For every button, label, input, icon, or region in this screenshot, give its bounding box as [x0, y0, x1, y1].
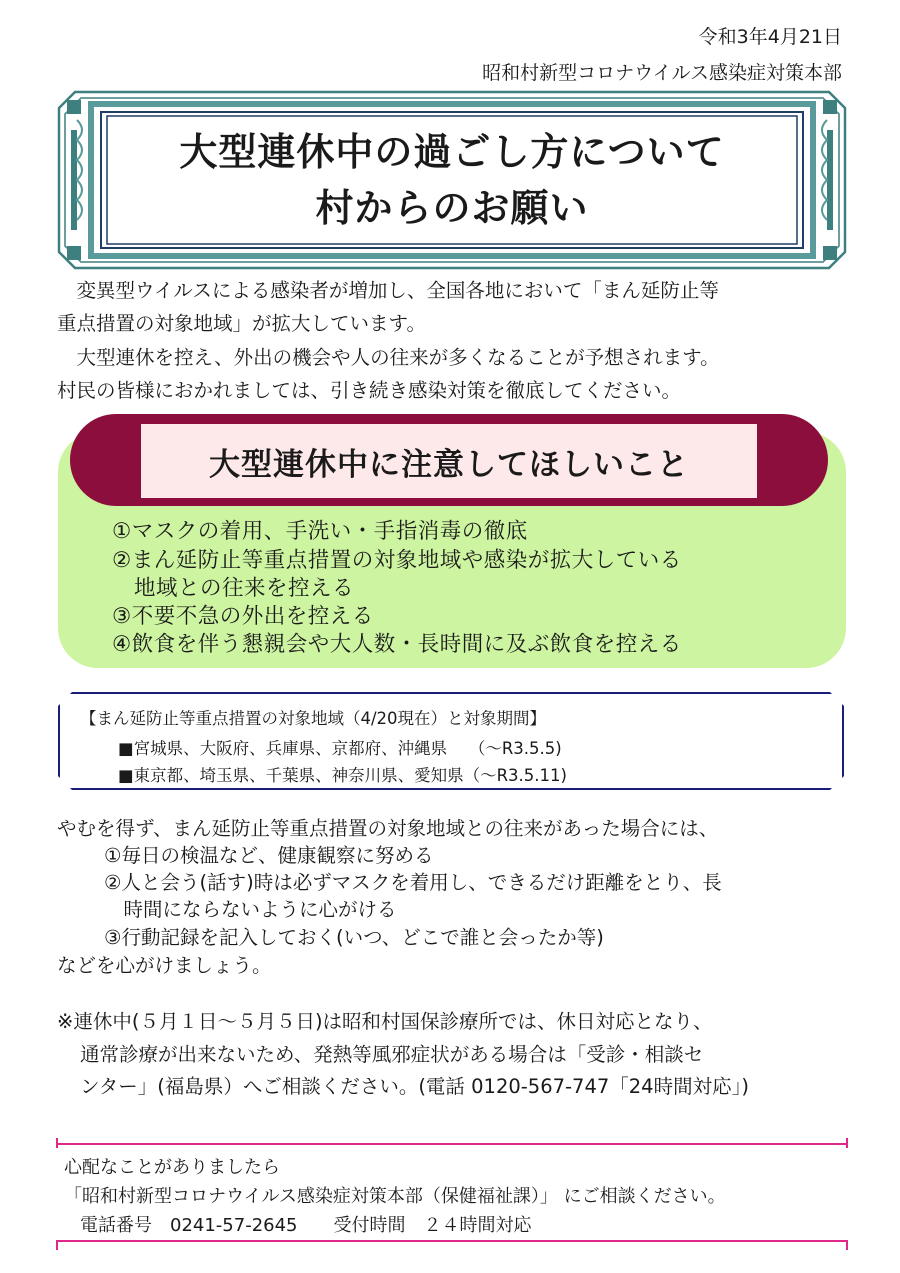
- after-travel-item: ②人と会う(話す)時は必ずマスクを着用し、できるだけ距離をとり、長: [104, 871, 722, 894]
- footer-tick: [56, 1240, 58, 1250]
- title-frame: [57, 90, 847, 270]
- intro-p2-line1: 大型連休を控え、外出の機会や人の往来が多くなることが予想されます。: [57, 346, 720, 369]
- footer-tick: [846, 1138, 848, 1148]
- holiday-note-line2: 通常診療が出来ないため、発熱等風邪症状がある場合は「受診・相談セ: [80, 1043, 704, 1066]
- title-block: [117, 116, 787, 244]
- document-date: 令和3年4月21日: [698, 26, 842, 48]
- notice-heading-box: [141, 424, 757, 498]
- footer-top-rule: [56, 1143, 848, 1145]
- issuer-name: 昭和村新型コロナウイルス感染症対策本部: [482, 62, 842, 84]
- target-areas-heading: 【まん延防止等重点措置の対象地域（4/20現在）と対象期間】: [80, 709, 547, 728]
- footer-tick: [56, 1138, 58, 1148]
- after-travel-item: ③行動記録を記入しておく(いつ、どこで誰と会ったか等): [104, 926, 604, 949]
- target-area-row: ■東京都、埼玉県、千葉県、神奈川県、愛知県（～R3.5.11): [118, 766, 567, 785]
- contact-line1: 心配なことがありましたら: [64, 1157, 280, 1178]
- contact-line3: 電話番号 0241-57-2645 受付時間 ２４時間対応: [80, 1215, 532, 1236]
- notice-item: ④飲食を伴う懇親会や大人数・長時間に及ぶ飲食を控える: [112, 632, 682, 657]
- target-area-row: ■宮城県、大阪府、兵庫県、京都府、沖縄県 （～R3.5.5): [118, 739, 562, 758]
- notice-item: ①マスクの着用、手洗い・手指消毒の徹底: [112, 519, 528, 544]
- contact-line2: 「昭和村新型コロナウイルス感染症対策本部（保健福祉課）」 にご相談ください。: [64, 1186, 726, 1207]
- footer-tick: [846, 1240, 848, 1250]
- after-travel-closing: などを心がけましょう。: [57, 954, 272, 977]
- holiday-note-line1: ※連休中(５月１日～５月５日)は昭和村国保診療所では、休日対応となり、: [57, 1010, 713, 1033]
- footer-bottom-rule: [56, 1240, 848, 1242]
- notice-item: 地域との往来を控える: [112, 576, 355, 601]
- after-travel-item: ①毎日の検温など、健康観察に努める: [104, 844, 434, 867]
- after-travel-item: 時間にならないように心がける: [104, 898, 397, 921]
- holiday-note-line3: ンター」(福島県）へご相談ください。(電話 0120-567-747「24時間対応」): [80, 1075, 749, 1098]
- notice-item: ③不要不急の外出を控える: [112, 604, 374, 629]
- after-travel-lead: やむを得ず、まん延防止等重点措置の対象地域との往来があった場合には、: [57, 817, 719, 840]
- page-title-line2: 村からのお願い: [315, 186, 589, 230]
- intro-p1-line1: 変異型ウイルスによる感染者が増加し、全国各地において「まん延防止等: [57, 279, 719, 302]
- notice-heading: 大型連休中に注意してほしいこと: [209, 446, 689, 483]
- notice-item: ②まん延防止等重点措置の対象地域や感染が拡大している: [112, 548, 682, 573]
- intro-p2-line2: 村民の皆様におかれましては、引き続き感染対策を徹底してください。: [57, 379, 682, 402]
- intro-p1-line2: 重点措置の対象地域」が拡大しています。: [57, 312, 426, 335]
- page-title-line1: 大型連休中の過ごし方について: [179, 130, 725, 174]
